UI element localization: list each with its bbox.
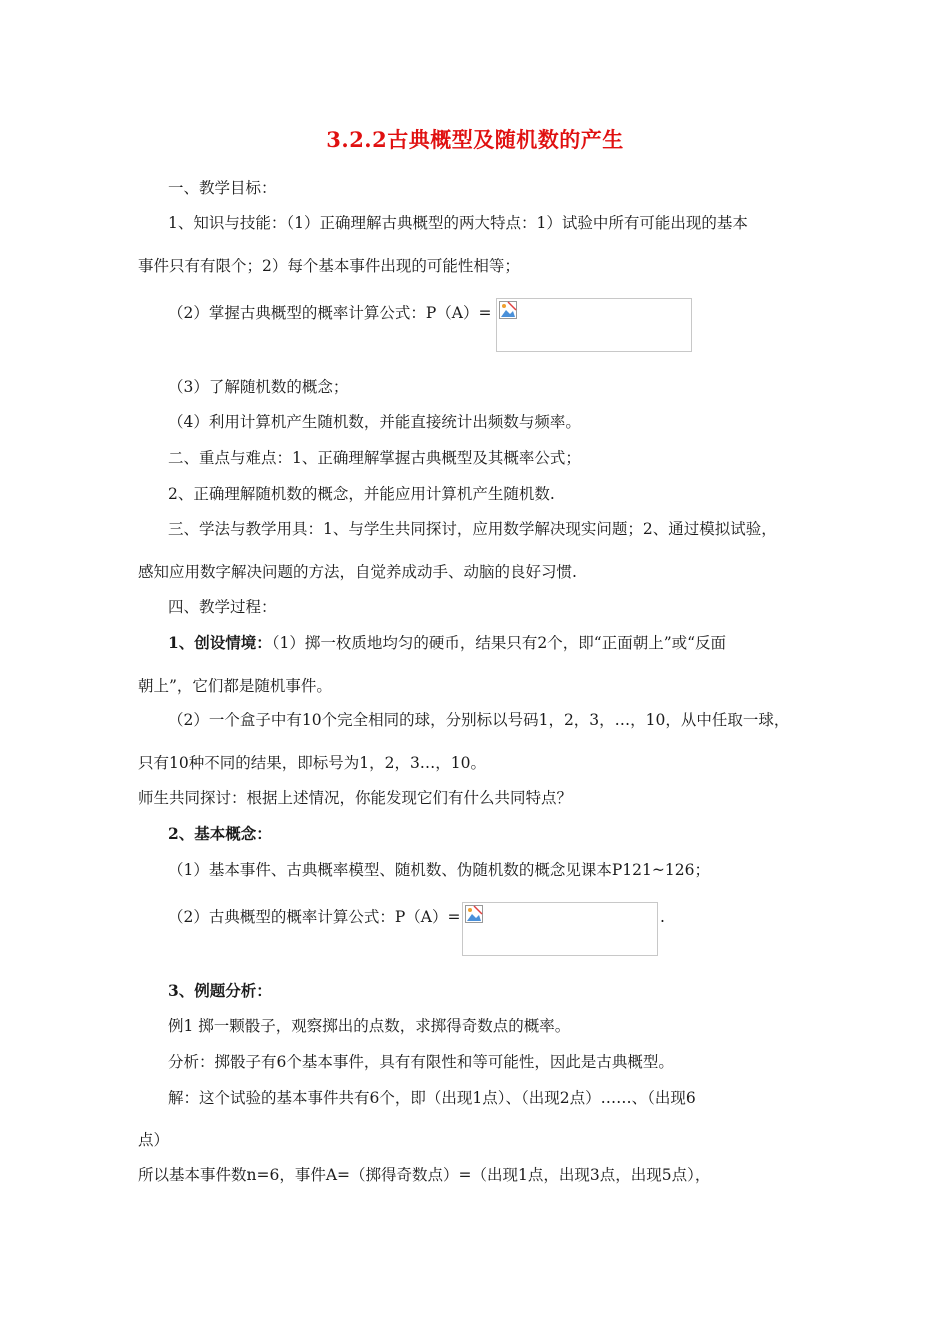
solution-line-2: 点） xyxy=(138,1131,170,1149)
discussion: 师生共同探讨：根据上述情况，你能发现它们有什么共同特点？ xyxy=(138,789,573,807)
formula-image-box-2 xyxy=(462,902,658,956)
concept-2-period: . xyxy=(660,908,665,926)
page-title: 3.2.2古典概型及随机数的产生 xyxy=(326,127,624,152)
solution-line-1: 解：这个试验的基本事件共有6个，即（出现1点）、（出现2点）……、（出现6 xyxy=(168,1089,696,1107)
broken-image-icon xyxy=(465,905,483,923)
example-1: 例1 掷一颗骰子，观察掷出的点数，求掷得奇数点的概率。 xyxy=(168,1017,571,1035)
goal-1-line-1: 1、知识与技能：（1）正确理解古典概型的两大特点：1）试验中所有可能出现的基本 xyxy=(168,214,748,232)
goal-4: （4）利用计算机产生随机数，并能直接统计出频数与频率。 xyxy=(168,413,581,431)
scene-line-2: 朝上”，它们都是随机事件。 xyxy=(138,677,332,695)
methods-line-1: 三、学法与教学用具：1、与学生共同探讨，应用数学解决现实问题；2、通过模拟试验， xyxy=(168,520,777,538)
example-heading: 3、例题分析： xyxy=(168,981,272,1000)
scene-line-1 xyxy=(168,633,858,653)
formula-image-box-1 xyxy=(496,298,692,352)
scene-2-line-2: 只有10种不同的结果，即标号为1，2，3…，10。 xyxy=(138,754,487,772)
goals-heading: 一、教学目标： xyxy=(168,179,277,197)
goal-2: （2）掌握古典概型的概率计算公式：P（A）= xyxy=(168,304,492,322)
methods-line-2: 感知应用数字解决问题的方法，自觉养成动手、动脑的良好习惯. xyxy=(138,563,577,581)
concept-heading: 2、基本概念： xyxy=(168,824,272,843)
scene-text: （1）掷一枚质地均匀的硬币，结果只有2个，即“正面朝上”或“反面 xyxy=(271,634,727,652)
goal-3: （3）了解随机数的概念； xyxy=(168,378,349,396)
process-heading: 四、教学过程： xyxy=(168,598,277,616)
goal-1-line-2: 事件只有有限个；2）每个基本事件出现的可能性相等； xyxy=(138,257,520,275)
scene-2-line-1: （2）一个盒子中有10个完全相同的球，分别标以号码1，2，3，…，10，从中任取一球， xyxy=(168,711,790,729)
key-points: 二、重点与难点：1、正确理解掌握古典概型及其概率公式； xyxy=(168,449,581,467)
scene-label: 1、创设情境： xyxy=(168,633,272,652)
key-points-2: 2、正确理解随机数的概念，并能应用计算机产生随机数. xyxy=(168,485,555,503)
concept-1: （1）基本事件、古典概率模型、随机数、伪随机数的概念见课本P121~126； xyxy=(168,861,710,879)
concept-2: （2）古典概型的概率计算公式：P（A）= xyxy=(168,908,461,926)
broken-image-icon xyxy=(499,301,517,319)
analysis: 分析：掷骰子有6个基本事件，具有有限性和等可能性，因此是古典概型。 xyxy=(168,1053,674,1071)
solution-line-3: 所以基本事件数n=6，事件A=（掷得奇数点）=（出现1点，出现3点，出现5点）， xyxy=(138,1166,711,1184)
